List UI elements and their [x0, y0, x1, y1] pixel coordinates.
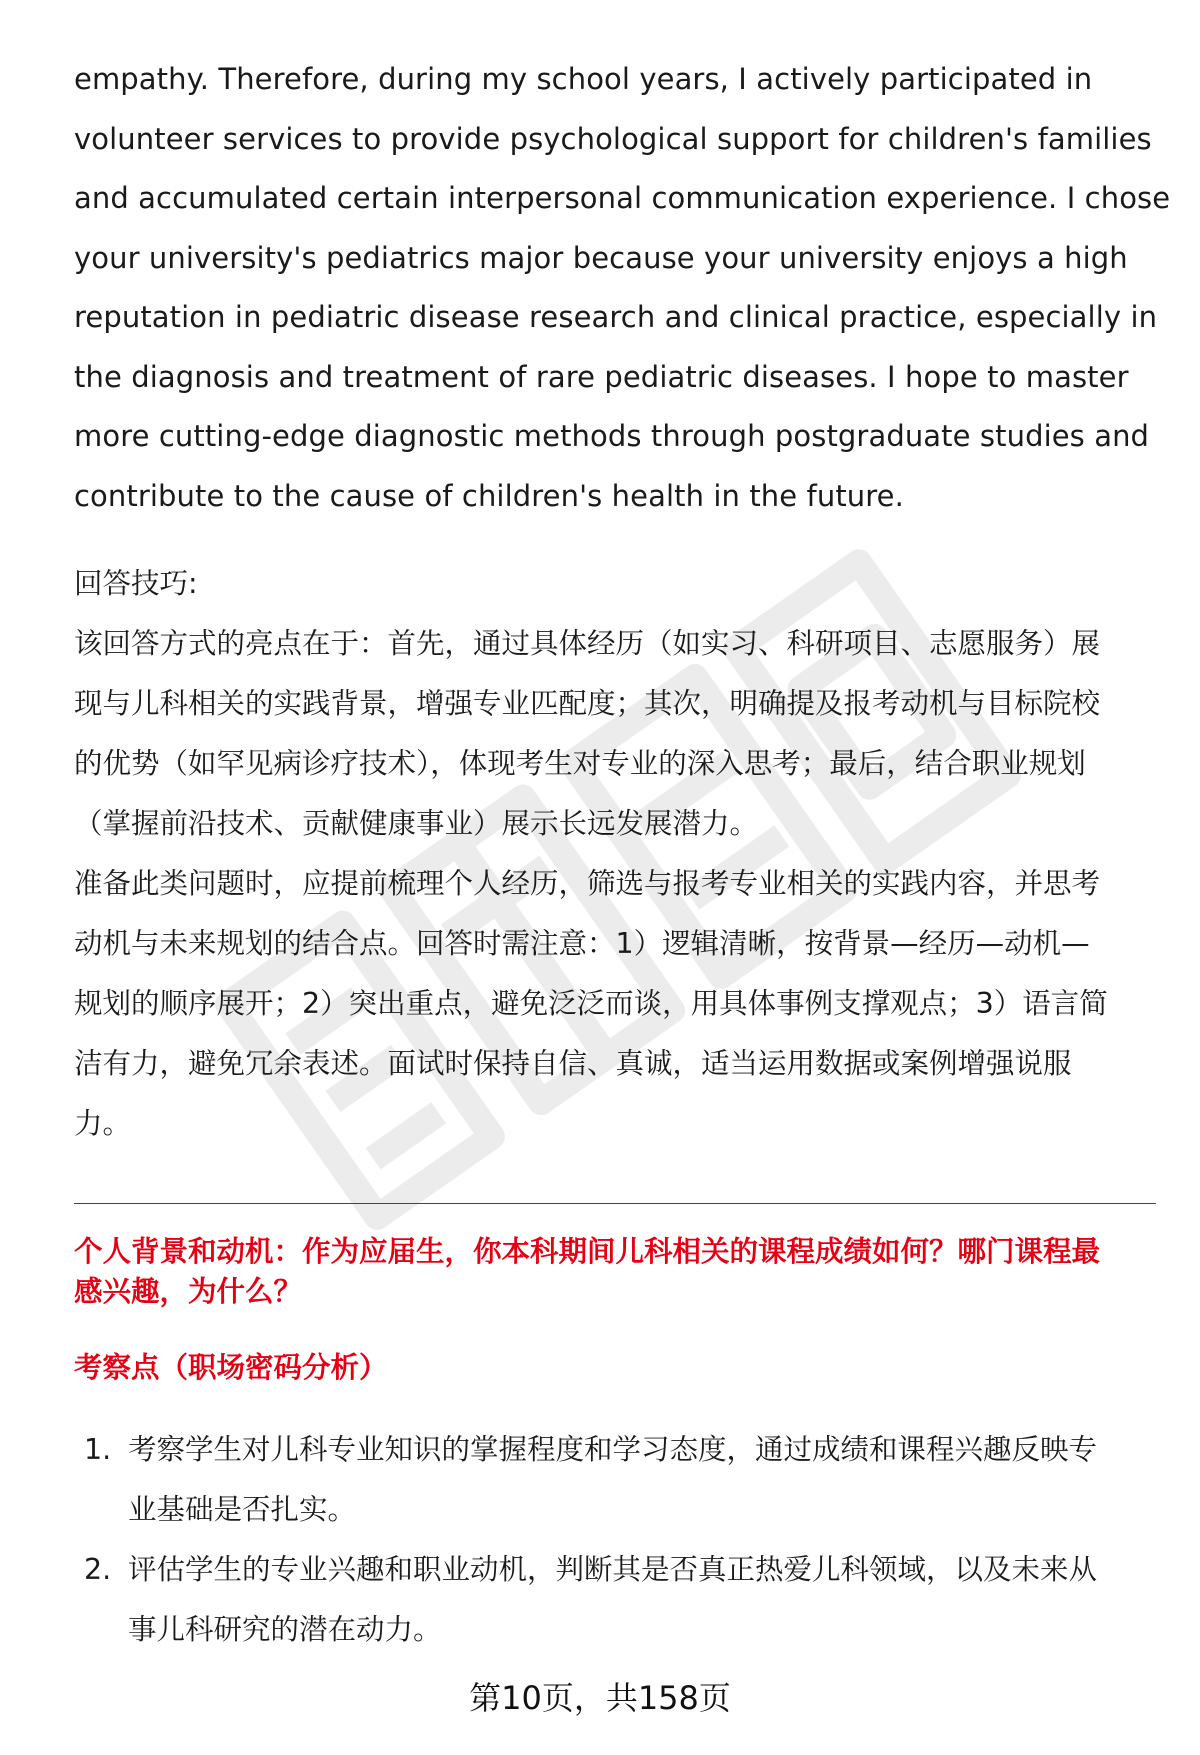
text-line: contribute to the cause of children's health in the future.: [74, 478, 904, 513]
tips-paragraph-1: [74, 614, 1154, 854]
english-answer-paragraph: [74, 50, 1171, 526]
text-line: empathy. Therefore, during my school years, I actively participated in: [74, 62, 1093, 96]
list-item-number: 2.: [84, 1553, 112, 1586]
text-line: 力。: [74, 1107, 132, 1140]
text-line: 评估学生的专业兴趣和职业动机，判断其是否真正热爱儿科领域，以及未来从: [128, 1553, 1098, 1586]
text-line: 动机与未来规划的结合点。回答时需注意：1）逻辑清晰，按背景—经历—动机—: [74, 927, 1090, 960]
list-item-number: 1.: [84, 1433, 112, 1466]
text-line: your university's pediatrics major because your university enjoys a high: [74, 240, 1128, 275]
text-line: the diagnosis and treatment of rare pediatric diseases. I hope to master: [74, 359, 1129, 394]
text-line: 的优势（如罕见病诊疗技术），体现考生对专业的深入思考；最后，结合职业规划: [74, 747, 1086, 780]
question-line: 个人背景和动机：作为应届生，你本科期间儿科相关的课程成绩如何？哪门课程最: [74, 1235, 1101, 1268]
question-line: 感兴趣，为什么？: [74, 1275, 303, 1308]
text-line: 准备此类问题时，应提前梳理个人经历，筛选与报考专业相关的实践内容，并思考: [74, 867, 1101, 900]
text-line: 现与儿科相关的实践背景，增强专业匹配度；其次，明确提及报考动机与目标院校: [74, 687, 1101, 720]
text-line: 洁有力，避免冗余表述。面试时保持自信、真诚，适当运用数据或案例增强说服: [74, 1047, 1072, 1080]
text-line: 考察学生对儿科专业知识的掌握程度和学习态度，通过成绩和课程兴趣反映专: [128, 1433, 1098, 1466]
text-line: 规划的顺序展开；2）突出重点，避免泛泛而谈，用具体事例支撑观点；3）语言简: [74, 987, 1108, 1020]
text-line: more cutting-edge diagnostic methods through postgraduate studies and: [74, 419, 1150, 453]
text-line: 该回答方式的亮点在于：首先，通过具体经历（如实习、科研项目、志愿服务）展: [74, 627, 1101, 660]
tips-label: 回答技巧:: [74, 567, 198, 600]
key-points-list: [74, 1420, 1164, 1660]
question-heading: [74, 1232, 1164, 1312]
page-number-footer: 第10页，共158页: [469, 1679, 731, 1717]
text-line: reputation in pediatric disease research and clinical practice, especially in: [74, 300, 1158, 334]
text-line: （掌握前沿技术、贡献健康事业）展示长远发展潜力。: [74, 807, 759, 840]
text-line: and accumulated certain interpersonal communication experience. I chose: [74, 181, 1171, 215]
section-divider: [74, 1203, 1156, 1204]
list-item: [74, 1420, 1164, 1540]
tips-paragraph-2: [74, 854, 1154, 1154]
list-item: [74, 1540, 1164, 1660]
text-line: 事儿科研究的潜在动力。: [128, 1613, 442, 1646]
text-line: 业基础是否扎实。: [128, 1493, 357, 1526]
key-points-label: 考察点（职场密码分析）: [74, 1351, 388, 1384]
text-line: volunteer services to provide psychological support for children's families: [74, 121, 1152, 156]
page-content: [74, 50, 1171, 1154]
